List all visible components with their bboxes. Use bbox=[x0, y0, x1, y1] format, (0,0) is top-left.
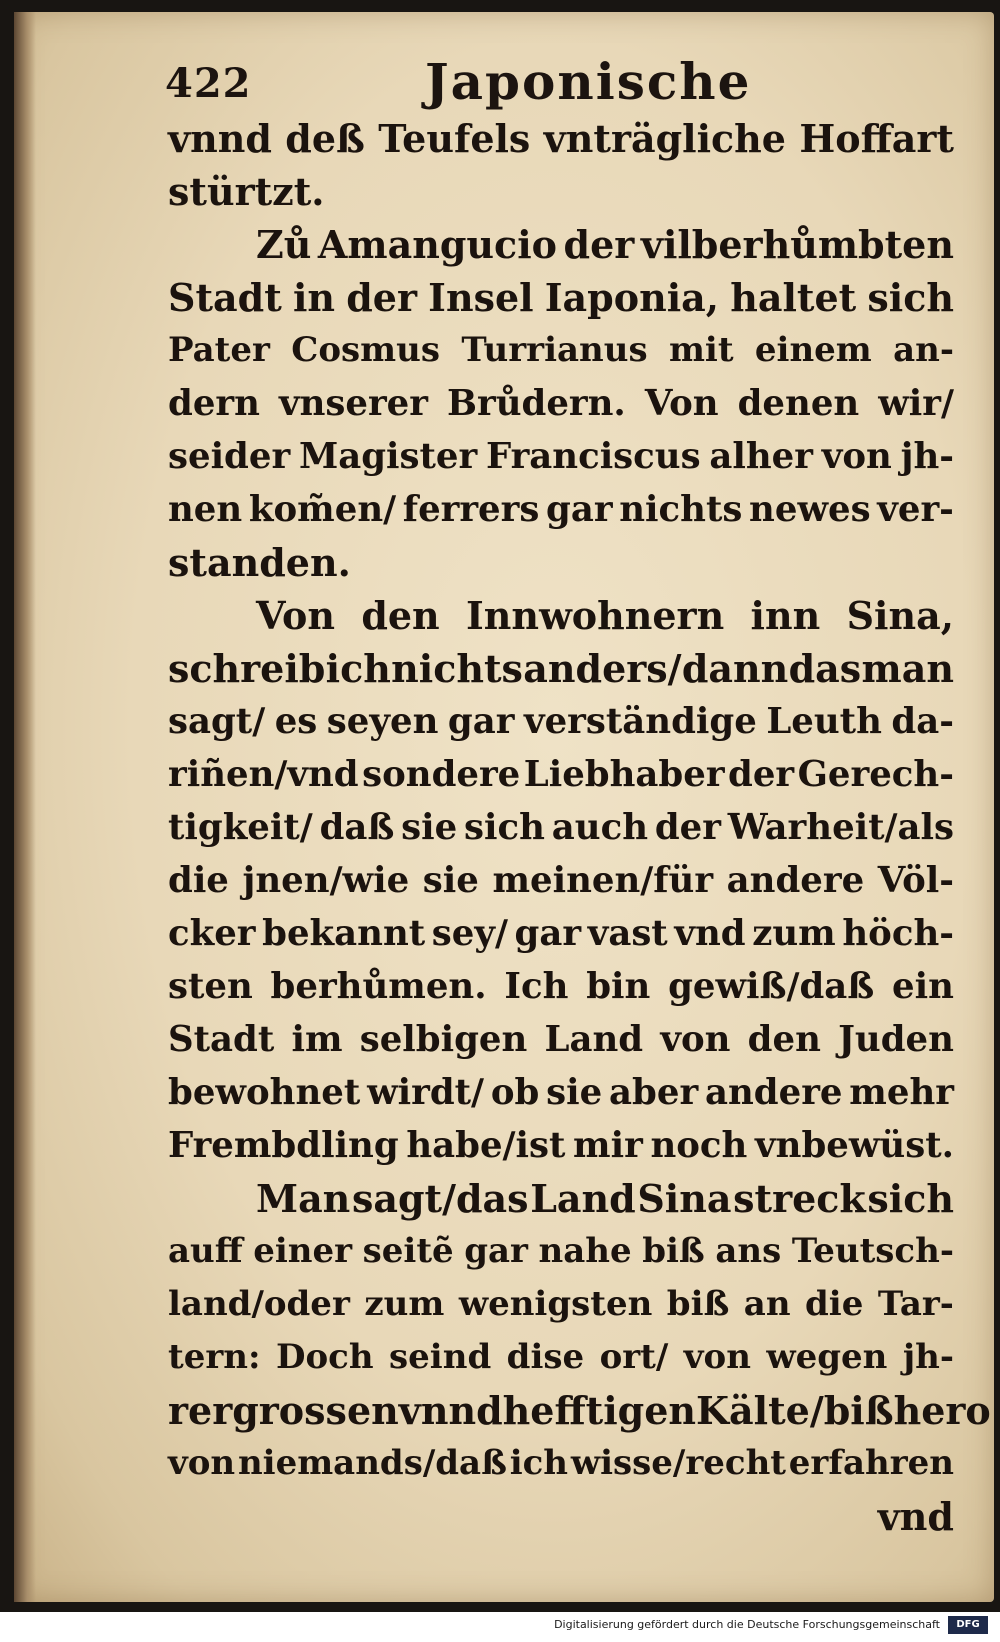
text-line bbox=[168, 1437, 954, 1490]
word: ver- bbox=[877, 489, 954, 530]
word: vnnd bbox=[168, 116, 272, 161]
word: die bbox=[168, 860, 229, 901]
word: man bbox=[861, 646, 954, 691]
word: Stadt bbox=[168, 1019, 275, 1060]
word: dann bbox=[681, 646, 789, 691]
text-line bbox=[168, 1384, 991, 1437]
page-header bbox=[165, 42, 945, 122]
word: mit bbox=[668, 330, 734, 370]
word: den bbox=[361, 593, 440, 638]
word: jh- bbox=[902, 1337, 954, 1377]
word: ob bbox=[490, 1072, 540, 1113]
word: von bbox=[683, 1337, 751, 1377]
word: von bbox=[821, 436, 892, 477]
word: gewiß/daß bbox=[668, 966, 875, 1007]
word: selbigen bbox=[359, 1019, 528, 1060]
word: dern bbox=[168, 383, 260, 424]
word: Land bbox=[544, 1019, 644, 1060]
text-line bbox=[168, 1013, 954, 1066]
word: Von bbox=[256, 593, 335, 638]
text-line bbox=[168, 483, 954, 536]
word: Cosmus bbox=[291, 330, 440, 370]
text-line bbox=[168, 907, 954, 960]
word: Magister bbox=[298, 436, 478, 477]
word: Frembdling bbox=[168, 1125, 399, 1166]
word: einer bbox=[253, 1231, 353, 1271]
word: grossen bbox=[232, 1388, 399, 1433]
word: sten bbox=[168, 966, 253, 1007]
word: streck bbox=[733, 1176, 866, 1221]
text-line bbox=[168, 377, 954, 430]
word: hefftigen bbox=[502, 1388, 697, 1433]
word: nen bbox=[168, 489, 243, 530]
word: ich bbox=[509, 1443, 569, 1483]
word: bewohnet bbox=[168, 1072, 361, 1113]
word: berhůmen. bbox=[270, 966, 487, 1007]
text-line bbox=[168, 801, 954, 854]
word: Liebhaber bbox=[523, 754, 725, 795]
text-line bbox=[168, 165, 954, 218]
word: Pater bbox=[168, 330, 270, 370]
word: mehr bbox=[849, 1072, 954, 1113]
word: mir bbox=[573, 1125, 643, 1166]
word: zum bbox=[364, 1284, 445, 1324]
word: an- bbox=[893, 330, 954, 370]
word: es bbox=[274, 701, 318, 742]
word: habe/ist bbox=[406, 1125, 566, 1166]
word: rer bbox=[168, 1388, 233, 1433]
word: ans bbox=[715, 1231, 782, 1271]
word: standen. bbox=[168, 540, 351, 585]
word: biß bbox=[642, 1231, 705, 1271]
word: sagt/das bbox=[351, 1176, 529, 1221]
word: Amangucio bbox=[317, 222, 557, 267]
word: seyen bbox=[326, 701, 439, 742]
word: denen bbox=[737, 383, 860, 424]
word: jh- bbox=[900, 436, 954, 477]
text-line bbox=[168, 1278, 954, 1331]
text-line bbox=[168, 430, 954, 483]
word: Innwohnern bbox=[466, 593, 725, 638]
word: gar bbox=[464, 1231, 528, 1271]
word: vnnd bbox=[398, 1388, 503, 1433]
word: gar bbox=[514, 913, 582, 954]
word: stürtzt. bbox=[168, 169, 325, 214]
word: sich bbox=[867, 275, 954, 320]
word: an bbox=[743, 1284, 791, 1324]
word: Zů bbox=[256, 222, 312, 267]
text-line bbox=[168, 536, 954, 589]
word: sey/ bbox=[431, 913, 508, 954]
word: wir/ bbox=[878, 383, 954, 424]
word: von bbox=[168, 1443, 236, 1483]
word: seitẽ bbox=[362, 1231, 454, 1271]
word: Turrianus bbox=[461, 330, 648, 370]
running-head: Japonische bbox=[425, 52, 752, 111]
word: von bbox=[660, 1019, 731, 1060]
word: biß bbox=[666, 1284, 730, 1324]
word: wenigsten bbox=[458, 1284, 653, 1324]
word: sagt/ bbox=[168, 701, 266, 742]
text-line bbox=[168, 218, 954, 271]
word: Von bbox=[644, 383, 719, 424]
word: die bbox=[805, 1284, 864, 1324]
dfg-logo: DFG bbox=[948, 1616, 988, 1634]
word: meinen/für bbox=[492, 860, 714, 901]
word: Iaponia, bbox=[544, 275, 720, 320]
word: jnen/wie bbox=[242, 860, 410, 901]
word: Sina, bbox=[846, 593, 954, 638]
word: wirdt/ bbox=[367, 1072, 485, 1113]
word: tigkeit/ bbox=[168, 807, 313, 848]
text-line bbox=[168, 748, 954, 801]
word: tern: bbox=[168, 1337, 261, 1377]
word: auff bbox=[168, 1231, 243, 1271]
text-line bbox=[168, 324, 954, 377]
word: cker bbox=[168, 913, 256, 954]
word: der bbox=[563, 222, 635, 267]
word: Franciscus bbox=[485, 436, 701, 477]
word: riñen/vnd bbox=[168, 754, 359, 795]
word: bekannt bbox=[262, 913, 426, 954]
word: Teutsch- bbox=[791, 1231, 954, 1271]
word: Land bbox=[530, 1176, 636, 1221]
word: daß bbox=[319, 807, 395, 848]
word: da- bbox=[891, 701, 954, 742]
word: ferrers bbox=[402, 489, 540, 530]
text-line bbox=[168, 642, 954, 695]
word: Man bbox=[256, 1176, 351, 1221]
word: Brůdern. bbox=[446, 383, 626, 424]
text-line bbox=[168, 1172, 954, 1225]
word: Sina bbox=[637, 1176, 732, 1221]
page-gutter bbox=[14, 12, 36, 1602]
word: das bbox=[788, 646, 862, 691]
text-line bbox=[168, 854, 954, 907]
word: inn bbox=[750, 593, 821, 638]
text-line bbox=[168, 1066, 954, 1119]
word: bin bbox=[586, 966, 651, 1007]
word: nichts bbox=[619, 489, 743, 530]
text-line bbox=[168, 1119, 954, 1172]
word: dise bbox=[506, 1337, 585, 1377]
text-line bbox=[168, 1225, 954, 1278]
word: kom̃en/ bbox=[248, 489, 397, 530]
word: aber bbox=[609, 1072, 699, 1113]
word: seider bbox=[168, 436, 291, 477]
word: zum bbox=[752, 913, 836, 954]
body-text bbox=[168, 112, 991, 1543]
word: Hoffart bbox=[799, 116, 954, 161]
word: Teufels bbox=[378, 116, 531, 161]
word: sich bbox=[867, 1176, 954, 1221]
word: vnserer bbox=[278, 383, 428, 424]
word: Gerech- bbox=[797, 754, 954, 795]
word: der bbox=[346, 275, 417, 320]
word: verständige bbox=[523, 701, 757, 742]
text-line bbox=[168, 1490, 954, 1543]
word: einem bbox=[754, 330, 872, 370]
word: gar bbox=[546, 489, 613, 530]
word: Juden bbox=[838, 1019, 954, 1060]
funding-credit: Digitalisierung gefördert durch die Deutsche Forschungsgemeinschaft bbox=[554, 1618, 940, 1631]
word: der bbox=[728, 754, 795, 795]
word: nahe bbox=[538, 1231, 632, 1271]
word: den bbox=[747, 1019, 821, 1060]
word: ein bbox=[892, 966, 954, 1007]
word: Insel bbox=[428, 275, 534, 320]
text-line bbox=[168, 695, 954, 748]
page-number: 422 bbox=[165, 60, 252, 107]
word: bißhero bbox=[823, 1388, 991, 1433]
word: vnd bbox=[877, 1494, 954, 1539]
text-line bbox=[168, 589, 954, 642]
word: alher bbox=[709, 436, 813, 477]
word: sie bbox=[546, 1072, 603, 1113]
word: anders/ bbox=[523, 646, 682, 691]
word: sich bbox=[464, 807, 545, 848]
word: nichts bbox=[391, 646, 523, 691]
word: Leuth bbox=[766, 701, 882, 742]
word: gar bbox=[447, 701, 515, 742]
word: schreib bbox=[168, 646, 326, 691]
word: Tar- bbox=[877, 1284, 954, 1324]
word: sondere bbox=[362, 754, 521, 795]
word: vnd bbox=[674, 913, 746, 954]
word: Warheit/als bbox=[727, 807, 954, 848]
word: ort/ bbox=[599, 1337, 669, 1377]
word: auch bbox=[551, 807, 649, 848]
word: im bbox=[291, 1019, 343, 1060]
word: wisse/recht bbox=[570, 1443, 787, 1483]
word: Stadt bbox=[168, 275, 282, 320]
word: vilberhůmbten bbox=[640, 222, 954, 267]
word: haltet bbox=[730, 275, 857, 320]
word: Doch bbox=[275, 1337, 374, 1377]
word: höch- bbox=[842, 913, 954, 954]
word: newes bbox=[749, 489, 871, 530]
word: wegen bbox=[766, 1337, 888, 1377]
word: ich bbox=[325, 646, 391, 691]
word: deß bbox=[285, 116, 365, 161]
text-line bbox=[168, 112, 954, 165]
word: noch bbox=[650, 1125, 748, 1166]
word: seind bbox=[389, 1337, 492, 1377]
word: andere bbox=[726, 860, 865, 901]
text-line bbox=[168, 960, 954, 1013]
text-line bbox=[168, 271, 954, 324]
word: land/oder bbox=[168, 1284, 350, 1324]
word: vnträgliche bbox=[543, 116, 786, 161]
word: andere bbox=[704, 1072, 843, 1113]
word: in bbox=[292, 275, 336, 320]
text-line bbox=[168, 1331, 954, 1384]
word: niemands/daß bbox=[237, 1443, 507, 1483]
word: der bbox=[654, 807, 721, 848]
word: Völ- bbox=[877, 860, 954, 901]
word: vnbewüst. bbox=[755, 1125, 954, 1166]
word: Kälte/ bbox=[696, 1388, 824, 1433]
word: erfahren bbox=[788, 1443, 954, 1483]
word: vast bbox=[587, 913, 668, 954]
word: sie bbox=[401, 807, 458, 848]
word: Ich bbox=[504, 966, 569, 1007]
word: sie bbox=[422, 860, 479, 901]
